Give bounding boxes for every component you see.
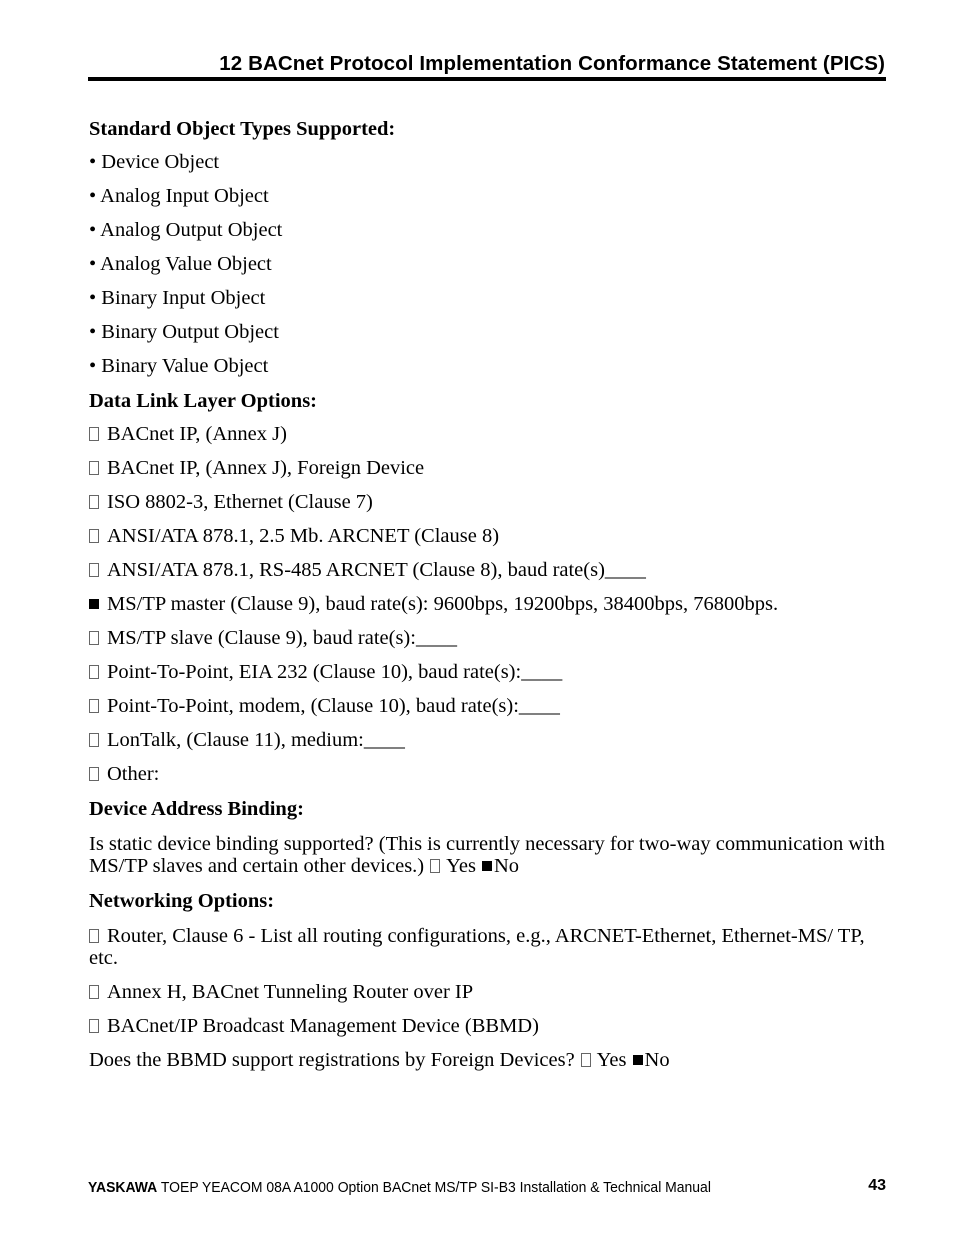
checkbox-filled-icon	[89, 599, 99, 609]
data-link-heading: Data Link Layer Options:	[89, 390, 318, 412]
question-text: Does the BBMD support registrations by Foreign Devices?	[89, 1049, 575, 1071]
checkbox-empty-icon	[89, 699, 99, 713]
checkbox-empty-icon	[581, 1053, 591, 1067]
option-label: Point-To-Point, EIA 232 (Clause 10), baud rate(s):____	[107, 661, 563, 683]
checkbox-empty-icon	[89, 427, 99, 441]
networking-heading: Networking Options:	[89, 890, 275, 912]
option-label: Point-To-Point, modem, (Clause 10), baud rate(s):____	[107, 695, 560, 717]
option-label: ANSI/ATA 878.1, 2.5 Mb. ARCNET (Clause 8)	[107, 525, 500, 547]
networking-option	[89, 974, 889, 1008]
networking-option	[89, 916, 889, 974]
checkbox-empty-icon	[89, 631, 99, 645]
option-label: MS/TP slave (Clause 9), baud rate(s):____	[107, 627, 457, 649]
data-link-option	[89, 620, 889, 654]
checkbox-empty-icon	[89, 563, 99, 577]
checkbox-empty-icon	[89, 985, 99, 999]
checkbox-empty-icon	[89, 733, 99, 747]
object-type-item: • Binary Input Object	[89, 287, 266, 309]
checkbox-empty-icon	[89, 461, 99, 475]
data-link-option	[89, 450, 889, 484]
option-label: Annex H, BACnet Tunneling Router over IP	[107, 981, 474, 1003]
data-link-option	[89, 416, 889, 450]
footer-brand: YASKAWA	[88, 1179, 158, 1196]
object-type-item: • Analog Output Object	[89, 219, 283, 241]
checkbox-empty-icon	[89, 929, 99, 943]
data-link-option	[89, 722, 889, 756]
object-type-item: • Device Object	[89, 151, 220, 173]
data-link-option	[89, 552, 889, 586]
object-type-item: • Binary Output Object	[89, 321, 279, 343]
no-label: No	[493, 855, 520, 877]
yes-label: Yes	[446, 855, 476, 877]
no-label: No	[644, 1049, 670, 1071]
checkbox-empty-icon	[89, 665, 99, 679]
object-type-item: • Analog Value Object	[89, 253, 272, 275]
device-binding-question	[89, 824, 889, 882]
header-rule	[88, 77, 886, 81]
footer-manual-title	[88, 1179, 711, 1196]
networking-option	[89, 1008, 889, 1042]
object-types-heading: Standard Object Types Supported:	[89, 118, 396, 140]
page-header-title: 12 BACnet Protocol Implementation Conformance Statement (PICS)	[219, 52, 885, 75]
data-link-option	[89, 654, 889, 688]
option-label: LonTalk, (Clause 11), medium:____	[107, 729, 405, 751]
checkbox-empty-icon	[89, 1019, 99, 1033]
data-link-option	[89, 586, 889, 620]
yes-label: Yes	[596, 1049, 627, 1071]
checkbox-empty-icon	[89, 495, 99, 509]
option-label: BACnet IP, (Annex J), Foreign Device	[107, 457, 425, 479]
checkbox-empty-icon	[430, 859, 440, 873]
object-type-item: • Analog Input Object	[89, 185, 269, 207]
option-label: BACnet IP, (Annex J)	[107, 423, 287, 445]
footer-title-text: TOEP YEACOM 08A A1000 Option BACnet MS/TP SI-B3 Installation & Technical Manual	[160, 1179, 711, 1196]
document-body	[89, 110, 889, 1076]
option-label: BACnet/IP Broadcast Management Device (BBMD)	[107, 1015, 539, 1037]
device-binding-heading: Device Address Binding:	[89, 798, 304, 820]
question-text: Is static device binding supported? (This is currently necessary for two-way communication with MS/TP slaves and certain other devices.)	[89, 833, 885, 877]
checkbox-empty-icon	[89, 529, 99, 543]
option-label: ISO 8802-3, Ethernet (Clause 7)	[107, 491, 373, 513]
bbmd-question	[89, 1042, 889, 1076]
object-type-item: • Binary Value Object	[89, 355, 269, 377]
page-number: 43	[868, 1177, 886, 1194]
checkbox-empty-icon	[89, 767, 99, 781]
data-link-option	[89, 688, 889, 722]
option-label: Router, Clause 6 - List all routing configurations, e.g., ARCNET-Ethernet, Ethernet-MS/ TP, etc.	[89, 925, 865, 969]
data-link-option	[89, 756, 889, 790]
option-label: MS/TP master (Clause 9), baud rate(s): 9600bps, 19200bps, 38400bps, 76800bps.	[107, 593, 779, 615]
data-link-option	[89, 484, 889, 518]
option-label: ANSI/ATA 878.1, RS-485 ARCNET (Clause 8), baud rate(s)____	[107, 559, 646, 581]
option-label: Other:	[107, 763, 160, 785]
data-link-option	[89, 518, 889, 552]
checkbox-filled-icon	[633, 1055, 643, 1065]
checkbox-filled-icon	[482, 861, 492, 871]
